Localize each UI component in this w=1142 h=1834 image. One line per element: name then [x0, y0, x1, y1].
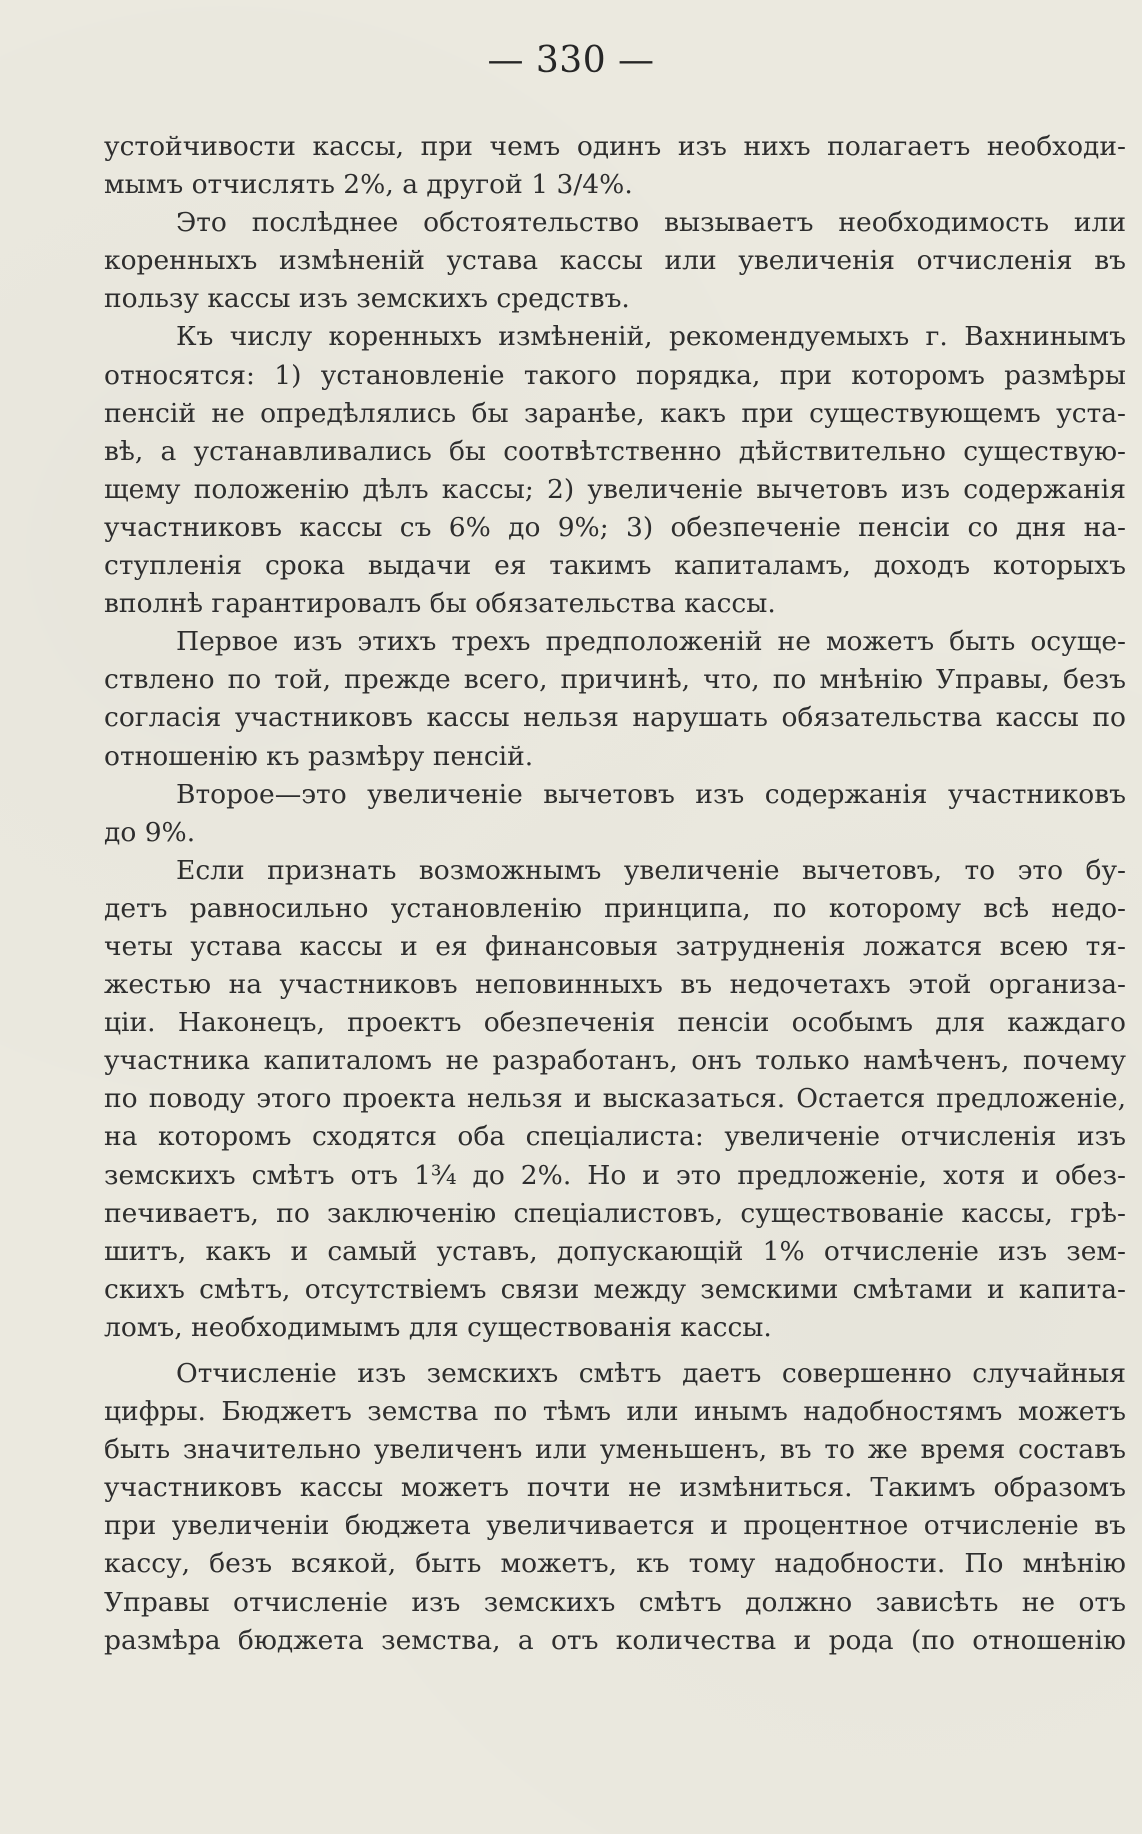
body-text	[104, 128, 1126, 1660]
paragraph-6	[104, 852, 1126, 1347]
paragraph-spacing	[104, 1347, 1126, 1355]
text-line: земскихъ смѣтъ отъ 1¾ до 2%. Но и это предложеніе, хотя и обез-	[104, 1159, 1126, 1191]
text-line: Отчисленіе изъ земскихъ смѣтъ даетъ совершенно случайныя	[176, 1358, 1126, 1389]
text-line: детъ равносильно установленію принципа, по которому всѣ недо-	[104, 892, 1126, 924]
paragraph-7	[104, 1355, 1126, 1660]
text-line: относятся: 1) установленіе такого порядка, при которомъ размѣры	[104, 359, 1126, 391]
text-line: Это послѣднее обстоятельство вызываетъ необходимость или	[176, 207, 1126, 239]
text-line: Первое изъ этихъ трехъ предположеній не можетъ быть осуще-	[176, 626, 1126, 658]
text-line: печиваетъ, по заключенію спеціалистовъ, существованіе кассы, грѣ-	[104, 1197, 1126, 1229]
paragraph-3	[104, 318, 1126, 623]
text-line: щему положенію дѣлъ кассы; 2) увеличеніе вычетовъ изъ содержанія	[104, 473, 1126, 505]
text-line: скихъ смѣтъ, отсутствіемъ связи между земскими смѣтами и капита-	[104, 1273, 1126, 1305]
paragraph-2	[104, 204, 1126, 318]
text-line: до 9%.	[104, 816, 196, 848]
page-number: — 330 —	[487, 40, 655, 81]
text-line: пенсій не опредѣлялись бы заранѣе, какъ при существующемъ уста-	[104, 397, 1126, 429]
text-line: пользу кассы изъ земскихъ средствъ.	[104, 283, 630, 315]
text-line: отношенію къ размѣру пенсій.	[104, 740, 534, 772]
text-line: при увеличеніи бюджета увеличивается и процентное отчисленіе въ	[104, 1510, 1126, 1542]
text-line: цифры. Бюджетъ земства по тѣмъ или инымъ надобностямъ можетъ	[104, 1396, 1126, 1428]
text-line: ствлено по той, прежде всего, причинѣ, что, по мнѣнію Управы, безъ	[104, 664, 1126, 696]
text-line: размѣра бюджета земства, а отъ количества и рода (по отношенію	[104, 1624, 1126, 1656]
paragraph-1	[104, 128, 1126, 204]
text-line: шитъ, какъ и самый уставъ, допускающій 1% отчисленіе изъ зем-	[104, 1235, 1126, 1267]
text-line: жестью на участниковъ неповинныхъ въ недочетахъ этой организа-	[104, 969, 1126, 1001]
text-line: вполнѣ гарантировалъ бы обязательства кассы.	[104, 588, 776, 620]
paragraph-4	[104, 623, 1126, 775]
text-line: участниковъ кассы съ 6% до 9%; 3) обезпеченіе пенсіи со дня на-	[104, 511, 1126, 543]
text-line: четы устава кассы и ея финансовыя затрудненія ложатся всею тя-	[104, 930, 1126, 962]
text-line: Къ числу коренныхъ измѣненій, рекомендуемыхъ г. Вахнинымъ	[176, 321, 1126, 353]
text-line: коренныхъ измѣненій устава кассы или увеличенія отчисленія въ	[104, 245, 1126, 277]
text-line: ступленія срока выдачи ея такимъ капиталамъ, доходъ которыхъ	[104, 550, 1126, 582]
text-line: быть значительно увеличенъ или уменьшенъ, въ то же время составъ	[104, 1434, 1126, 1466]
text-line: ціи. Наконецъ, проектъ обезпеченія пенсіи особымъ для каждаго	[104, 1007, 1126, 1039]
text-line: на которомъ сходятся оба спеціалиста: увеличеніе отчисленія изъ	[104, 1121, 1126, 1153]
text-line: кассу, безъ всякой, быть можетъ, къ тому надобности. По мнѣнію	[104, 1548, 1126, 1580]
paragraph-5	[104, 776, 1126, 852]
text-line: Если признать возможнымъ увеличеніе вычетовъ, то это бу-	[176, 854, 1126, 886]
text-line: Второе—это увеличеніе вычетовъ изъ содержанія участниковъ	[176, 778, 1126, 810]
text-line: по поводу этого проекта нельзя и высказаться. Остается предложеніе,	[104, 1083, 1126, 1115]
text-line: участниковъ кассы можетъ почти не измѣниться. Такимъ образомъ	[104, 1472, 1126, 1504]
text-line: согласія участниковъ кассы нельзя нарушать обязательства кассы по	[104, 702, 1126, 734]
text-line: Управы отчисленіе изъ земскихъ смѣтъ должно зависѣть не отъ	[104, 1586, 1126, 1618]
text-line: мымъ отчислять 2%, а другой 1 3/4%.	[104, 169, 633, 201]
text-line: вѣ, а устанавливались бы соотвѣтственно дѣйствительно существую-	[104, 435, 1126, 467]
text-line: участника капиталомъ не разработанъ, онъ только намѣченъ, почему	[104, 1045, 1126, 1077]
text-line: ломъ, необходимымъ для существованія кассы.	[104, 1311, 772, 1343]
text-line: устойчивости кассы, при чемъ одинъ изъ нихъ полагаетъ необходи-	[104, 131, 1126, 162]
